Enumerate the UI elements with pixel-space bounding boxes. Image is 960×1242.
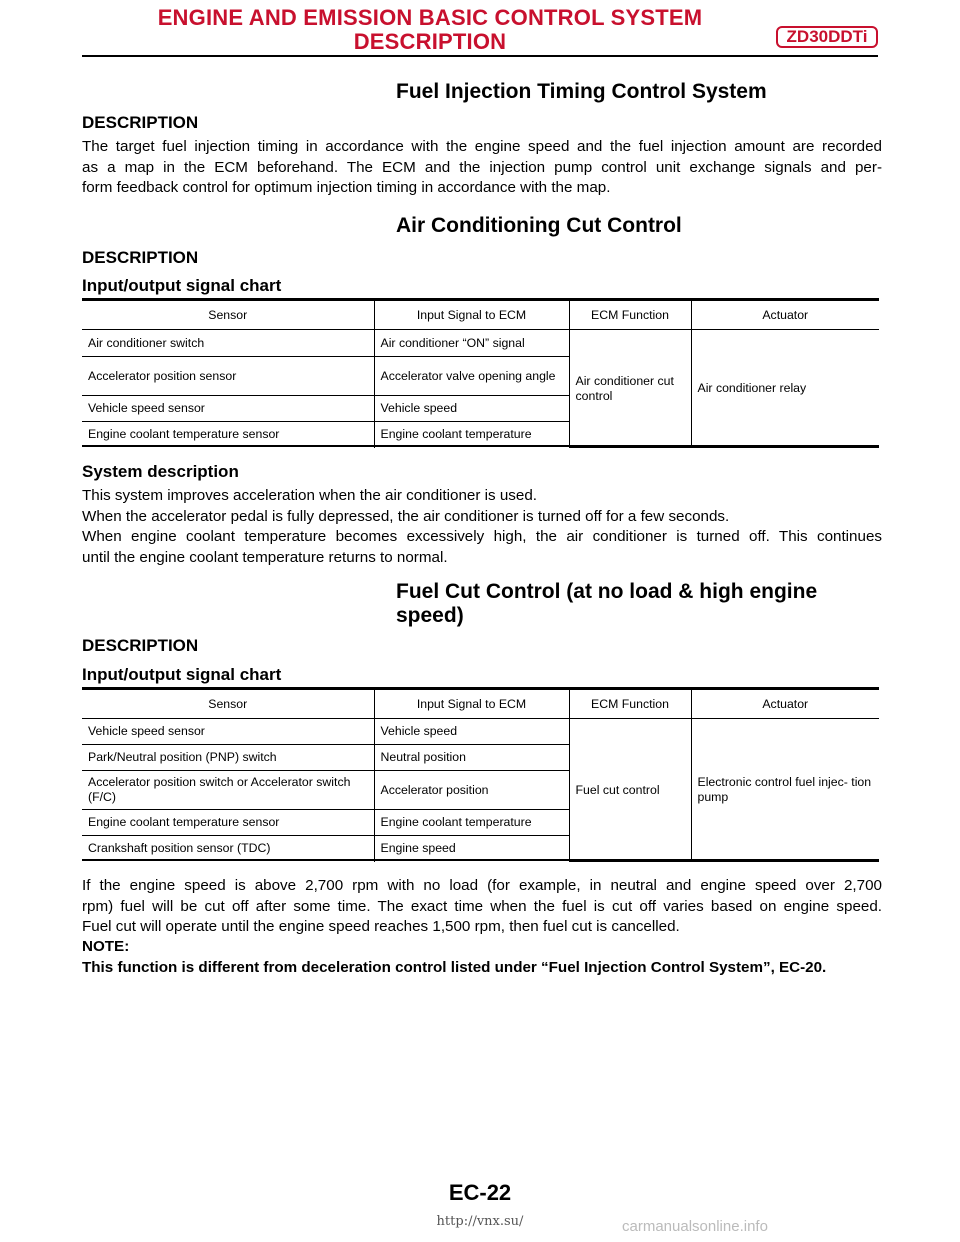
fuel-cut-signal-table <box>82 690 879 862</box>
column-header-sensor: Sensor <box>82 690 374 719</box>
paragraph-line: rpm) fuel will be cut off after some time. The exact time when the fuel is cut off varies based on engine speed. <box>82 897 882 915</box>
section-title-line1: Fuel Cut Control (at no load & high engine <box>396 580 818 603</box>
table-row <box>82 330 879 357</box>
sensor-cell: Air conditioner switch <box>82 330 374 357</box>
ac-cut-signal-table <box>82 301 879 448</box>
fuel-cut-paragraph <box>82 876 882 938</box>
note-block <box>82 937 882 978</box>
table-bottom-rule <box>82 445 879 447</box>
model-badge: ZD30DDTi <box>776 26 878 48</box>
signal-cell: Air conditioner “ON” signal <box>374 330 569 357</box>
signal-cell: Engine coolant temperature <box>374 422 569 448</box>
signal-cell: Engine coolant temperature <box>374 810 569 836</box>
sensor-cell: Engine coolant temperature sensor <box>88 427 280 442</box>
paragraph-line: The target fuel injection timing in accordance with the engine speed and the fuel injection amount are recorded <box>82 138 882 155</box>
signal-cell: Accelerator valve opening angle <box>374 357 569 396</box>
signal-cell: Vehicle speed <box>374 719 569 745</box>
column-header-input-signal: Input Signal to ECM <box>374 690 569 719</box>
header-divider <box>82 55 878 57</box>
paragraph-line: When the accelerator pedal is fully depressed, the air conditioner is turned off for a few seconds. <box>82 507 730 525</box>
system-description-heading: System description <box>82 462 239 481</box>
note-label: NOTE: <box>82 938 130 955</box>
column-header-actuator: Actuator <box>691 301 879 330</box>
sensor-cell: Accelerator position sensor <box>82 357 374 396</box>
system-description-paragraph <box>82 486 882 568</box>
note-text: This function is different from deceleration control listed under “Fuel Injection Control System”, EC-20. <box>82 958 827 976</box>
header-title-line2: DESCRIPTION <box>353 29 507 54</box>
paragraph-line: If the engine speed is above 2,700 rpm with no load (for example, in neutral and engine speed over 2,700 <box>82 877 882 894</box>
section-title-fuel-cut <box>396 580 817 628</box>
section-title-ac-cut: Air Conditioning Cut Control <box>396 214 682 237</box>
sensor-cell: Accelerator position switch or Accelerator switch (F/C) <box>82 771 374 810</box>
signal-cell: Engine speed <box>374 836 569 862</box>
section2-description-heading: DESCRIPTION <box>82 248 199 267</box>
paragraph-line: until the engine coolant temperature returns to normal. <box>82 548 448 566</box>
section1-description-heading: DESCRIPTION <box>82 113 199 132</box>
sensor-cell: Vehicle speed sensor <box>82 396 374 422</box>
ecm-function-cell: Air conditioner cut control <box>569 330 691 448</box>
column-header-ecm-function: ECM Function <box>569 690 691 719</box>
sensor-cell: Crankshaft position sensor (TDC) <box>88 841 271 856</box>
table-row <box>82 719 879 745</box>
section3-description-heading: DESCRIPTION <box>82 636 199 655</box>
section3-chart-heading: Input/output signal chart <box>82 665 282 684</box>
section-title-injection-timing: Fuel Injection Timing Control System <box>396 80 767 103</box>
actuator-cell: Air conditioner relay <box>691 330 879 448</box>
sensor-cell: Park/Neutral position (PNP) switch <box>82 745 374 771</box>
section1-paragraph <box>82 137 882 199</box>
paragraph-line: form feedback control for optimum injection timing in accordance with the map. <box>82 179 611 196</box>
column-header-actuator: Actuator <box>691 690 879 719</box>
column-header-ecm-function: ECM Function <box>569 301 691 330</box>
sensor-cell: Engine coolant temperature sensor <box>82 810 374 836</box>
signal-cell: Vehicle speed <box>374 396 569 422</box>
paragraph-line: This system improves acceleration when the air conditioner is used. <box>82 487 537 504</box>
section-title-line2: speed) <box>396 604 464 627</box>
paragraph-line: When engine coolant temperature becomes excessively high, the air conditioner is turned off. This continues <box>82 528 882 545</box>
header-title <box>90 6 770 54</box>
watermark: carmanualsonline.info <box>622 1218 768 1235</box>
sensor-cell: Vehicle speed sensor <box>82 719 374 745</box>
section2-chart-heading: Input/output signal chart <box>82 276 282 295</box>
paragraph-line: as a map in the ECM beforehand. The ECM and the injection pump control unit exchange signals and per- <box>82 158 882 176</box>
signal-cell: Neutral position <box>374 745 569 771</box>
page-number: EC-22 <box>448 1180 512 1205</box>
column-header-input-signal: Input Signal to ECM <box>374 301 569 330</box>
signal-cell: Accelerator position <box>374 771 569 810</box>
footer-url-link[interactable]: http://vnx.su/ <box>436 1214 524 1229</box>
column-header-sensor: Sensor <box>82 301 374 330</box>
header-title-line1: ENGINE AND EMISSION BASIC CONTROL SYSTEM <box>157 5 703 30</box>
table-bottom-rule <box>82 859 879 861</box>
actuator-cell: Electronic control fuel injec- tion pump <box>691 719 879 862</box>
ecm-function-cell: Fuel cut control <box>569 719 691 862</box>
paragraph-line: Fuel cut will operate until the engine speed reaches 1,500 rpm, then fuel cut is cancelled. <box>82 918 680 935</box>
